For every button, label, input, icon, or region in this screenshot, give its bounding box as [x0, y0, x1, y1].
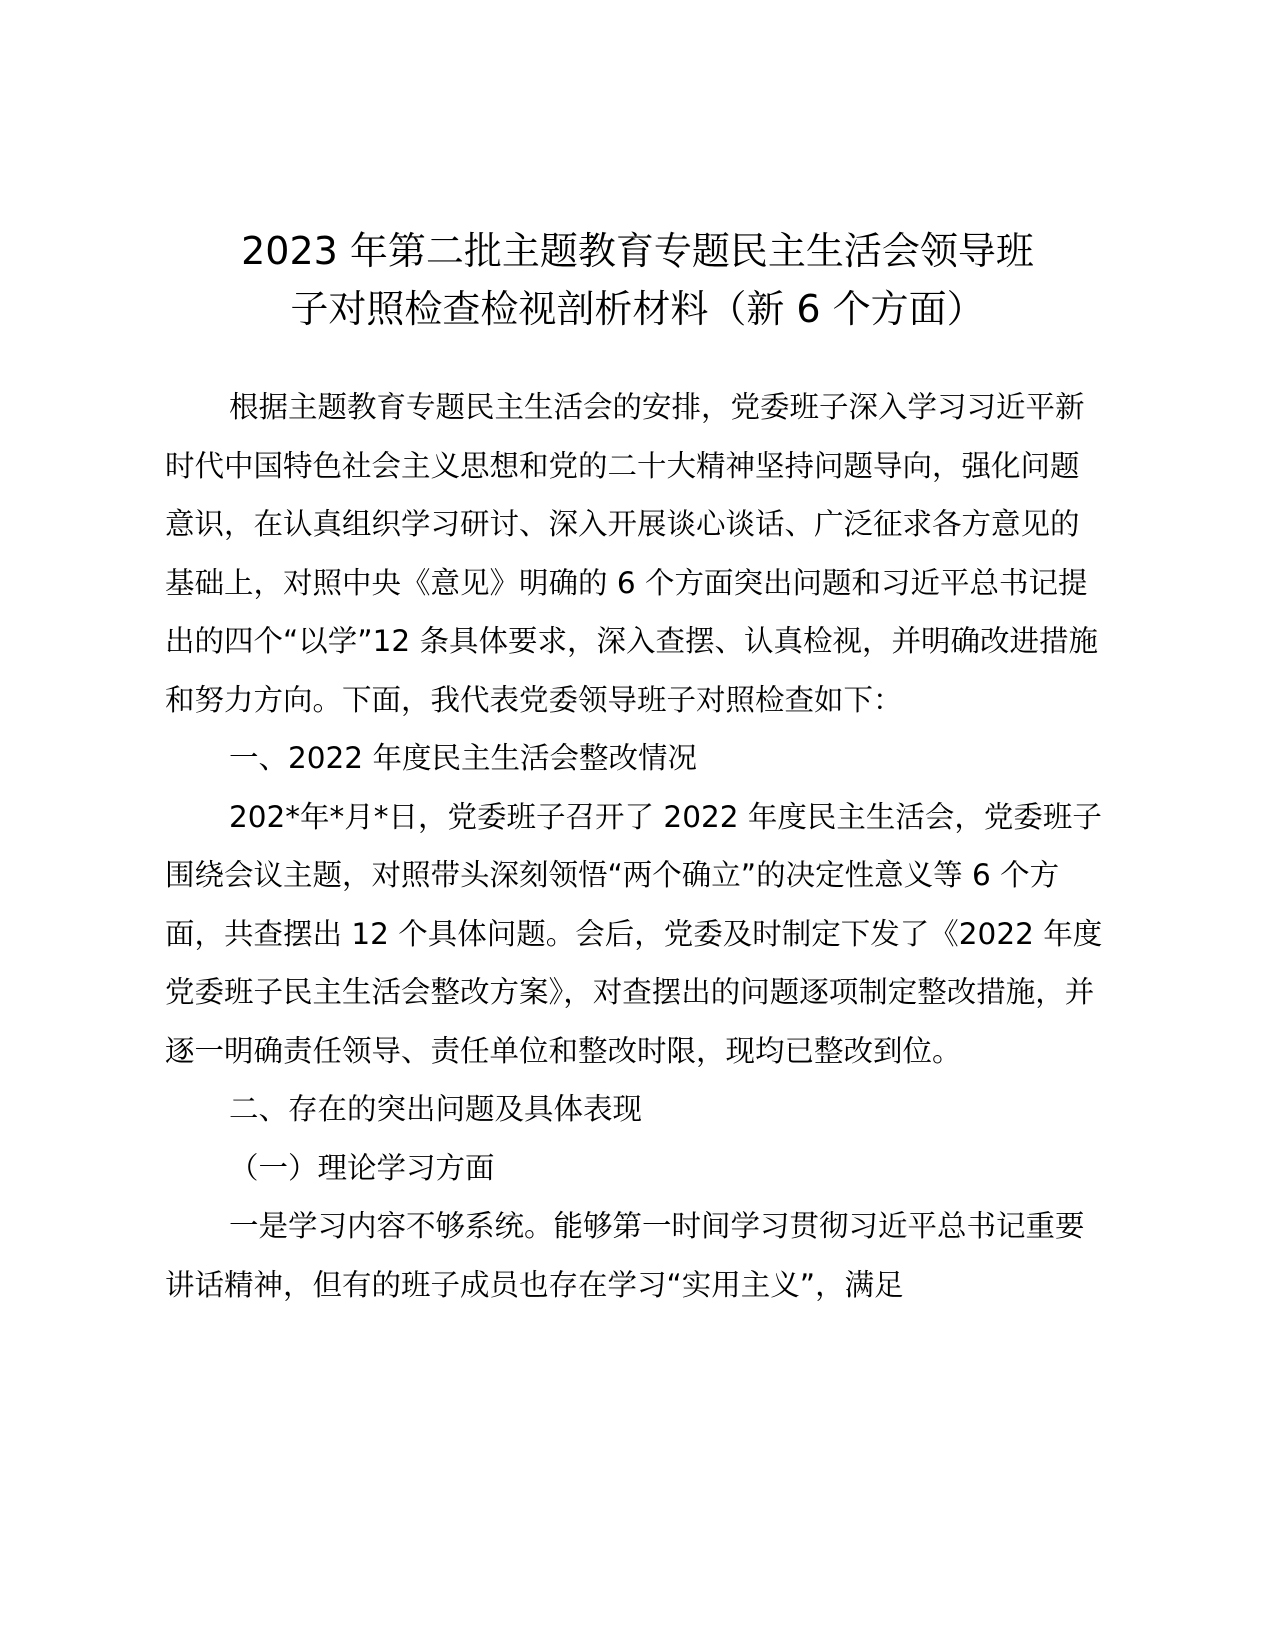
rectification-paragraph: 202*年*月*日，党委班子召开了 2022 年度民主生活会，党委班子围绕会议主题，对照带头深刻领悟“两个确立”的决定性意义等 6 个方面，共查摆出 12 个具体问题。会后，党委及时制定下发了《2022 年度党委班子民主生活会整改方案》，对查摆出的问题逐项制定整改措施，并逐一明确责任领导、责任单位和整改时限，现均已整改到位。 — [165, 799, 1103, 1068]
section-heading-2: 二、存在的突出问题及具体表现 — [229, 1092, 643, 1126]
title-line-2: 子对照检查检视剖析材料（新 6 个方面） — [290, 287, 985, 331]
document-body — [165, 378, 1105, 1314]
issue-paragraph-1: 一是学习内容不够系统。能够第一时间学习贯彻习近平总书记重要讲话精神，但有的班子成员也存在学习“实用主义”，满足 — [165, 1209, 1085, 1302]
document-title — [150, 222, 1125, 338]
subsection-heading-1: （一）理论学习方面 — [229, 1150, 495, 1185]
title-line-1: 2023 年第二批主题教育专题民主生活会领导班 — [241, 229, 1034, 273]
intro-paragraph: 根据主题教育专题民主生活会的安排，党委班子深入学习习近平新时代中国特色社会主义思想和党的二十大精神坚持问题导向，强化问题意识，在认真组织学习研讨、深入开展谈心谈话、广泛征求各方意见的基础上，对照中央《意见》明确的 6 个方面突出问题和习近平总书记提出的四个“以学”12 条具体要求，深入查摆、认真检视，并明确改进措施和努力方向。下面，我代表党委领导班子对照检查如下： — [165, 390, 1098, 717]
section-heading-1: 一、2022 年度民主生活会整改情况 — [229, 741, 697, 775]
